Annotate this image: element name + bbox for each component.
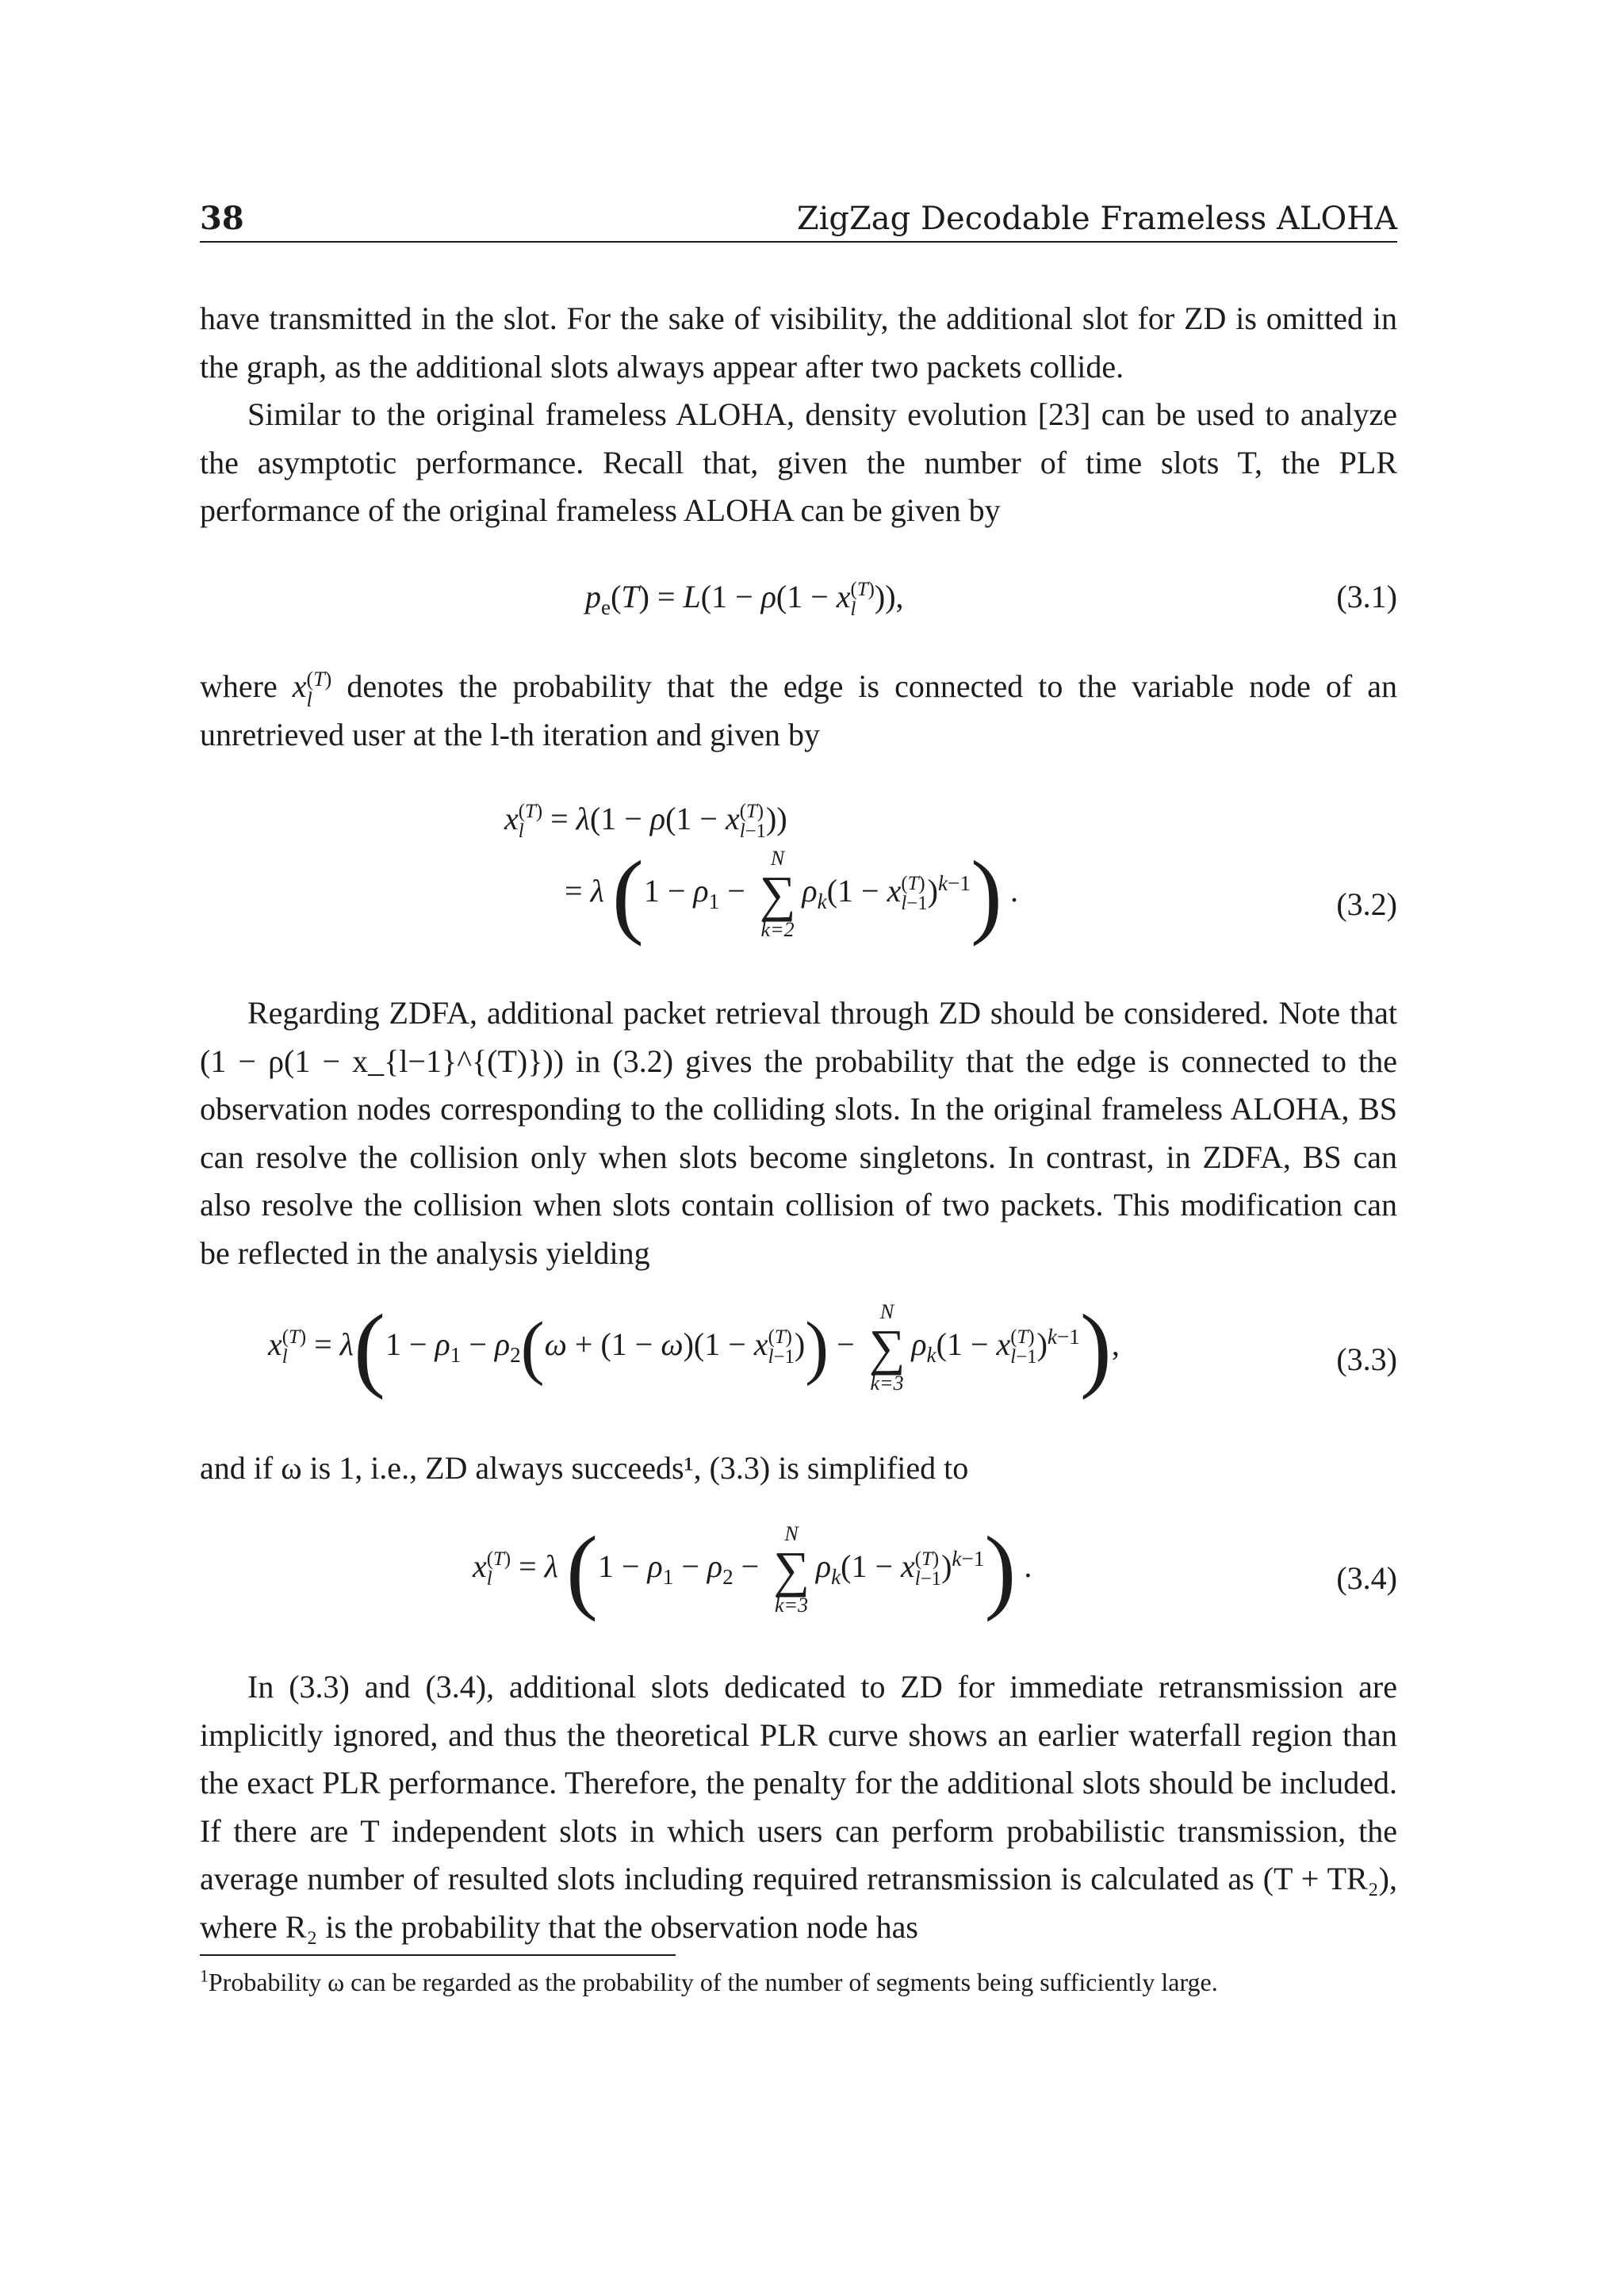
paragraph-2: Similar to the original frameless ALOHA, density evolution [23] can be used to analyze the asymptotic performance. Recall that, given the number of time slots T, the PLR performance of the original frameless ALOHA can be given by (200, 396, 1397, 528)
paragraph-5: and if ω is 1, i.e., ZD always succeeds¹, (3.3) is simplified to (200, 1450, 969, 1486)
page-number: 38 (200, 200, 244, 237)
paragraph-4: Regarding ZDFA, additional packet retrieval through ZD should be considered. Note that (1 − ρ(1 − x_{l−1}^{(T)})) in (3.2) gives the probability that the edge is connected to the observation nodes corresponding to the colliding slots. In the original frameless ALOHA, BS can resolve the collision only when slots become singletons. In contrast, in ZDFA, BS can also resolve the collision when slots contain collision of two packets. This modification can be reflected in the analysis yielding (200, 995, 1397, 1271)
paragraph-6: In (3.3) and (3.4), additional slots dedicated to ZD for immediate retransmission are implicitly ignored, and thus the theoretical PLR curve shows an earlier waterfall region than the exact PLR performance. Therefore, the penalty for the additional slots should be included. If there are T independent slots in which users can perform probabilistic transmission, the average number of resulted slots including required retransmission is calculated as (T + TR₂), where R₂ is the probability that the observation node has (200, 1669, 1397, 1945)
equation-number-3-2: (3.2) (1336, 886, 1397, 922)
equation-3-3: x (T) l = $\lambda(1 - \rho_1 - \rho_2(\omega + (1 - \omega)(1 - x$ (T) l−1 )) − N ∑ k=3 $\rho_k(1 - x$ (T) l−1 )$^{k-1}$), (268, 1295, 1120, 1400)
paragraph-3: where x (T) l denotes the probability that the edge is connected to the variable node of an unretrieved user at the l-th iteration and given by (200, 667, 1398, 752)
equation-3-2-line2: = λ ($1 - \rho_1$ − N ∑ k=2 $\rho_k(1 - x$ (T) l−1 )$^{k-1}$) . (565, 841, 1018, 947)
paragraph-1: have transmitted in the slot. For the sake of visibility, the additional slot for ZD is omitted in the graph, as the additional slots always appear after two packets collide. (200, 300, 1397, 385)
equation-3-4: x (T) l = λ ($1 - \rho_1 - \rho_2$ − N ∑ k=3 $\rho_k(1 - x$ (T) l−1 )$^{k-1}$) . (473, 1517, 1032, 1622)
equation-number-3-4: (3.4) (1336, 1560, 1397, 1596)
footnote-rule (200, 1954, 676, 1956)
footnote (200, 1965, 1397, 1999)
equation-3-1: $p_e(T) = L(1 - \rho(1 - x$ (T) l )), (585, 579, 904, 620)
footnote-mark: 1 (200, 1966, 209, 1986)
footnote-text: Probability ω can be regarded as the probability of the number of segments being sufficiently large. (208, 1968, 1218, 1996)
running-title: ZigZag Decodable Frameless ALOHA (796, 201, 1397, 237)
paragraph-3-body: denotes the probability that the edge is connected to the variable node of an unretrieved user at the l-th iteration and given by (200, 668, 1398, 752)
equation-3-2-line1: x (T) l = λ(1 − ρ(1 − x (T) l−1 )) (504, 801, 787, 842)
equation-number-3-1: (3.1) (1336, 579, 1397, 614)
paragraph-3-lead: where (200, 668, 278, 704)
equation-number-3-3: (3.3) (1336, 1341, 1397, 1377)
header-rule (200, 241, 1397, 243)
